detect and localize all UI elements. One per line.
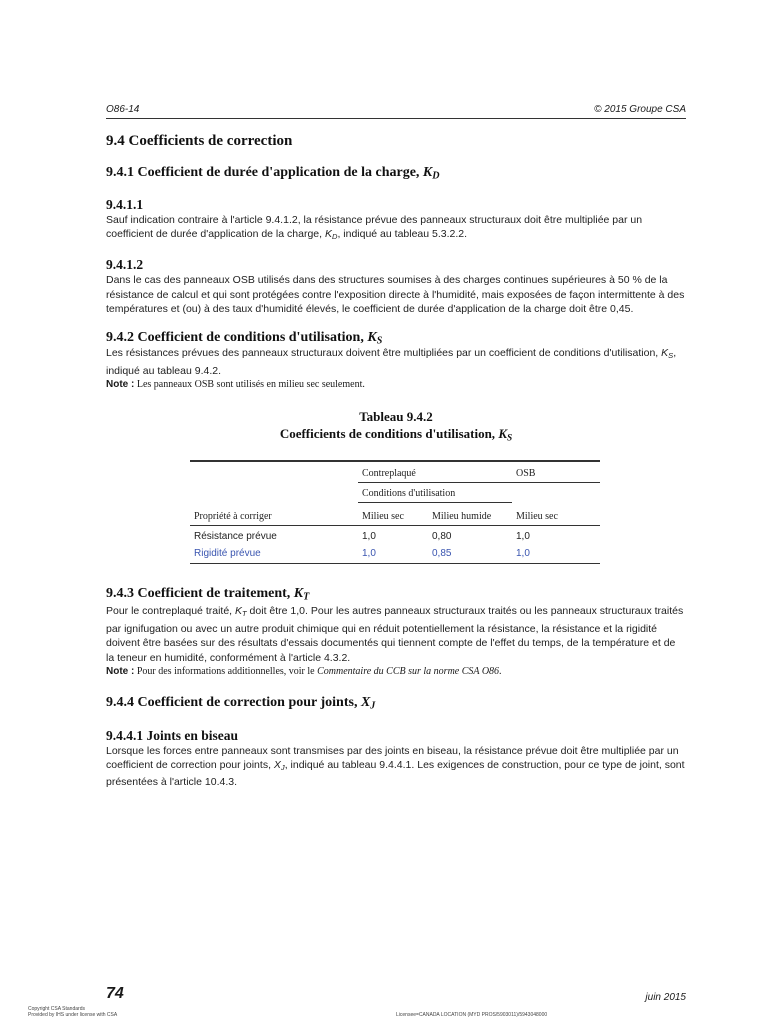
clause-9-4-1-1-text: Sauf indication contraire à l'article 9.4.1.2, la résistance prévue des panneaux structuraux doit être multipliée par un coefficient de durée d'application de la charge, $K_D$, indiqué au tableau 5.3.2.2. xyxy=(106,213,643,241)
header-osb: OSB xyxy=(512,461,600,483)
section-9-4-2-text: Les résistances prévues des panneaux structuraux doivent être multipliées par un coefficient de conditions d'utilisation, $K_S$, indiqué au tableau 9.4.2. xyxy=(106,347,677,377)
section-9-4-heading: 9.4 Coefficients de correction xyxy=(106,133,293,149)
cell-osb: 1,0 xyxy=(516,547,530,559)
table-number: Tableau 9.4.2 xyxy=(359,409,433,425)
section-9-4-4-heading: 9.4.4 Coefficient de correction pour joints, $X_J$ xyxy=(106,695,376,712)
cell-property: Rigidité prévue xyxy=(194,547,261,559)
section-9-4-2-note: Note : Les panneaux OSB sont utilisés en milieu sec seulement. xyxy=(106,379,365,391)
license-fine-print-right: Licensee=CANADA LOCATION (MYD PROS/5903011)/5943048000 xyxy=(396,1012,548,1018)
page-number: 74 xyxy=(106,985,124,1002)
cell-humid: 0,85 xyxy=(432,547,452,559)
cell-humid: 0,80 xyxy=(432,530,452,542)
cell-osb: 1,0 xyxy=(516,530,530,542)
section-9-4-1-heading: 9.4.1 Coefficient de durée d'application de la charge, $K_D$ xyxy=(106,165,440,182)
copyright-notice: © 2015 Groupe CSA xyxy=(594,104,686,115)
page-footer xyxy=(106,985,686,1003)
cell-property: Résistance prévue xyxy=(194,530,277,542)
table-title: Coefficients de conditions d'utilisation, $K_S$ xyxy=(279,426,513,444)
header-humid: Milieu humide xyxy=(428,502,512,525)
clause-9-4-1-1-number: 9.4.1.1 xyxy=(106,196,144,212)
clause-9-4-1-2-text: Dans le cas des panneaux OSB utilisés dans des structures soumises à des charges continues supérieures à 50 % de la résistance de calcul et qui sont protégées contre l'exposition directe à l'humidité, mais exposées de façon intermittente à des températures et (ou) à des taux d'humidité élevés, le coefficient de durée d'application de la charge doit être 0,45. xyxy=(106,274,685,316)
header-conditions: Conditions d'utilisation xyxy=(358,482,512,502)
section-9-4-2-heading: 9.4.2 Coefficient de conditions d'utilisation, $K_S$ xyxy=(106,329,383,347)
cell-dry: 1,0 xyxy=(362,530,376,542)
header-contreplaque: Contreplaqué xyxy=(358,461,512,483)
table-9-4-2 xyxy=(190,460,600,564)
clause-9-4-1-2-number: 9.4.1.2 xyxy=(106,257,144,273)
section-9-4-3-note: Note : Pour des informations additionnelles, voir le Commentaire du CCB sur la norme CSA O86. xyxy=(106,666,502,677)
license-fine-print-left: Copyright CSA Standards Provided by IHS under license with CSA xyxy=(28,1006,118,1018)
cell-dry: 1,0 xyxy=(362,547,376,559)
section-9-4-3-heading: 9.4.3 Coefficient de traitement, $K_T$ xyxy=(106,585,310,603)
table-row xyxy=(190,545,600,564)
running-header xyxy=(106,104,686,119)
clause-9-4-4-1-text: Lorsque les forces entre panneaux sont transmises par des joints en biseau, la résistance prévue doit être multipliée par un coefficient de correction pour joints, $X_J$, indiqué au tableau 9.4.4.1. Les exigences de construction, pour ce type de joint, sont présentées à l'article 10.4.3. xyxy=(106,744,685,789)
document-code: O86-14 xyxy=(106,104,140,115)
header-property: Propriété à corriger xyxy=(190,502,358,525)
document-page xyxy=(106,104,686,790)
clause-9-4-4-1-heading: 9.4.4.1 Joints en biseau xyxy=(106,727,239,743)
header-osb-dry: Milieu sec xyxy=(512,502,600,525)
publication-date: juin 2015 xyxy=(645,992,686,1003)
table-9-4-2-caption xyxy=(106,408,686,447)
section-9-4-3-text: Pour le contreplaqué traité, $K_T$ doit être 1,0. Pour les autres panneaux structuraux traités ou les panneaux structuraux traités par ignifugation ou avec un autre produit chimique qui en réduit potentiellement la résistance, la résistance et la rigidité doivent être basées sur des résultats d'essais documentés qui tiennent compte de l'effet du temps, de la température et de la teneur en humidité, conformément à l'article 4.3.2. xyxy=(106,605,684,664)
header-dry: Milieu sec xyxy=(358,502,428,525)
table-row xyxy=(190,525,600,545)
